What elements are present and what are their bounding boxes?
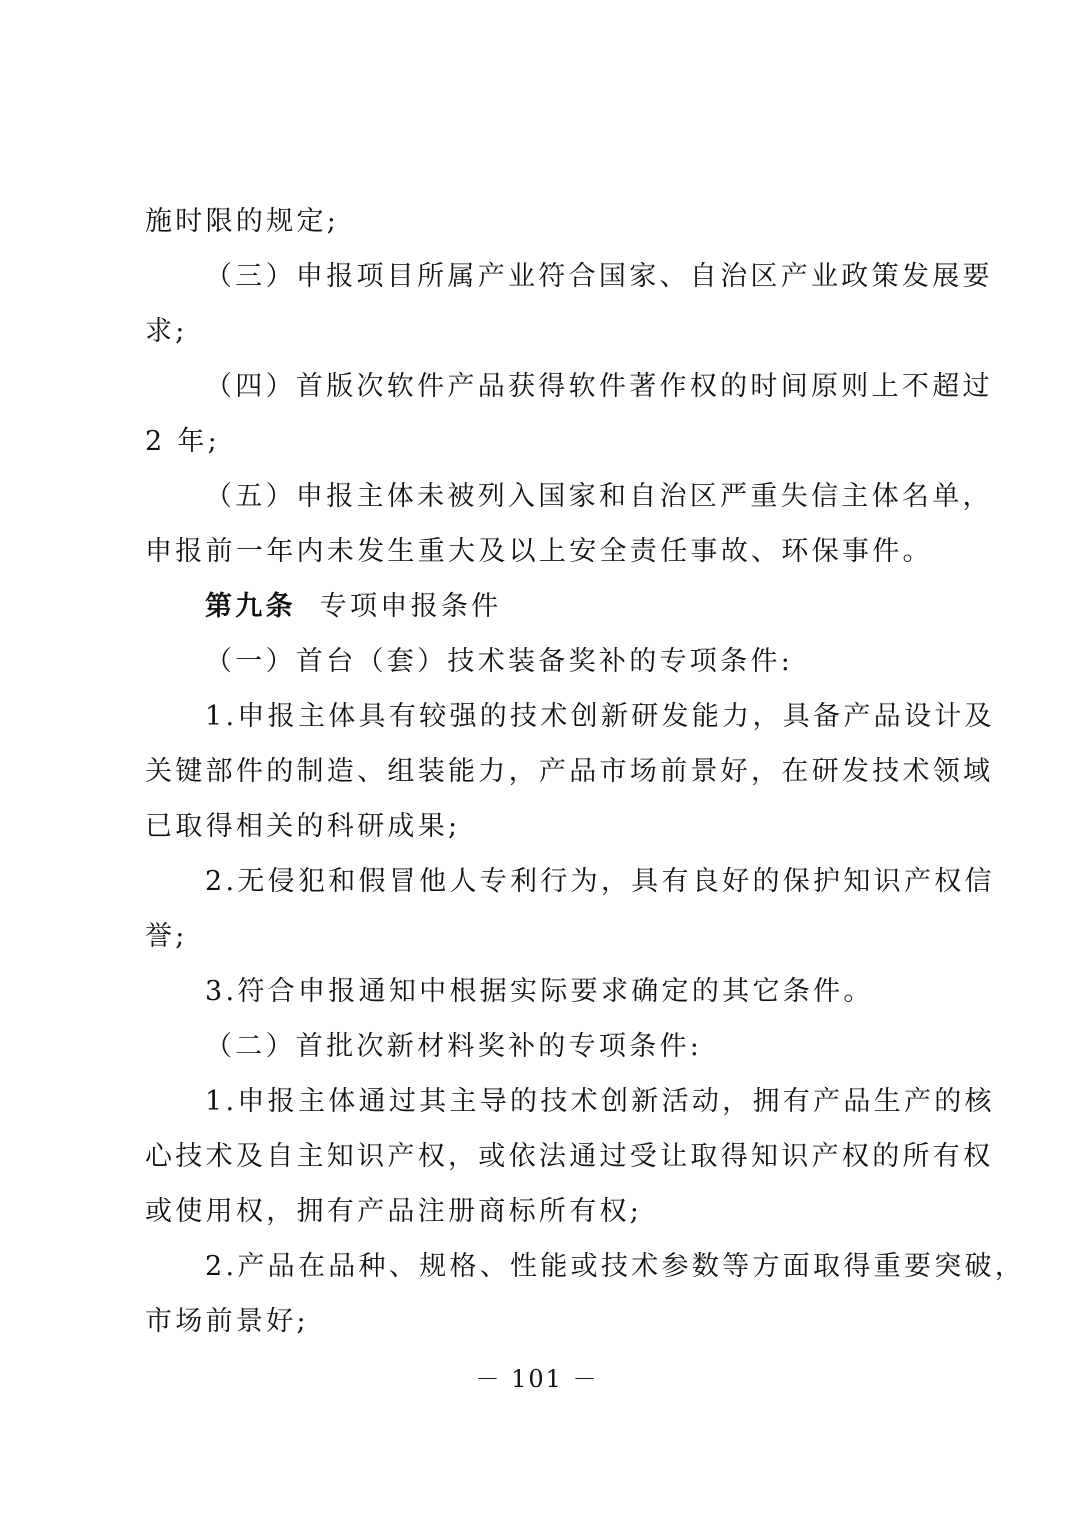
paragraph-line: 或使用权，拥有产品注册商标所有权; (145, 1196, 643, 1227)
paragraph-line: 心技术及自主知识产权，或依法通过受让取得知识产权的所有权 (145, 1141, 994, 1172)
page-number: － 101 － (475, 1365, 599, 1393)
paragraph-line: （五）申报主体未被列入国家和自治区严重失信主体名单， (205, 481, 993, 512)
paragraph-line: （二）首批次新材料奖补的专项条件: (205, 1031, 703, 1062)
paragraph-line: 已取得相关的科研成果; (145, 811, 461, 842)
paragraph-line: 3.符合申报通知中根据实际要求确定的其它条件。 (205, 976, 874, 1007)
article-heading: 第九条 (205, 591, 296, 622)
paragraph-line: 求; (145, 316, 188, 347)
article-text: 专项申报条件 (319, 591, 502, 622)
paragraph-line: 2.产品在品种、规格、性能或技术参数等方面取得重要突破， (205, 1251, 1026, 1282)
paragraph-line: 市场前景好; (145, 1306, 309, 1337)
paragraph-line: 1.申报主体具有较强的技术创新研发能力，具备产品设计及 (205, 701, 995, 732)
paragraph-line: 2 年; (145, 426, 221, 457)
paragraph-line: （三）申报项目所属产业符合国家、自治区产业政策发展要 (205, 261, 993, 292)
paragraph-line: 2.无侵犯和假冒他人专利行为，具有良好的保护知识产权信 (205, 866, 995, 897)
paragraph-line: 誉; (145, 921, 188, 952)
paragraph-line: 申报前一年内未发生重大及以上安全责任事故、环保事件。 (145, 536, 933, 567)
paragraph-line: （一）首台（套）技术装备奖补的专项条件: (205, 646, 794, 677)
paragraph-line: 关键部件的制造、组装能力，产品市场前景好，在研发技术领域 (145, 756, 994, 787)
paragraph-line: 1.申报主体通过其主导的技术创新活动，拥有产品生产的核 (205, 1086, 995, 1117)
paragraph-line: 施时限的规定; (145, 206, 340, 237)
paragraph-line: （四）首版次软件产品获得软件著作权的时间原则上不超过 (205, 371, 993, 402)
article-line (205, 589, 945, 625)
